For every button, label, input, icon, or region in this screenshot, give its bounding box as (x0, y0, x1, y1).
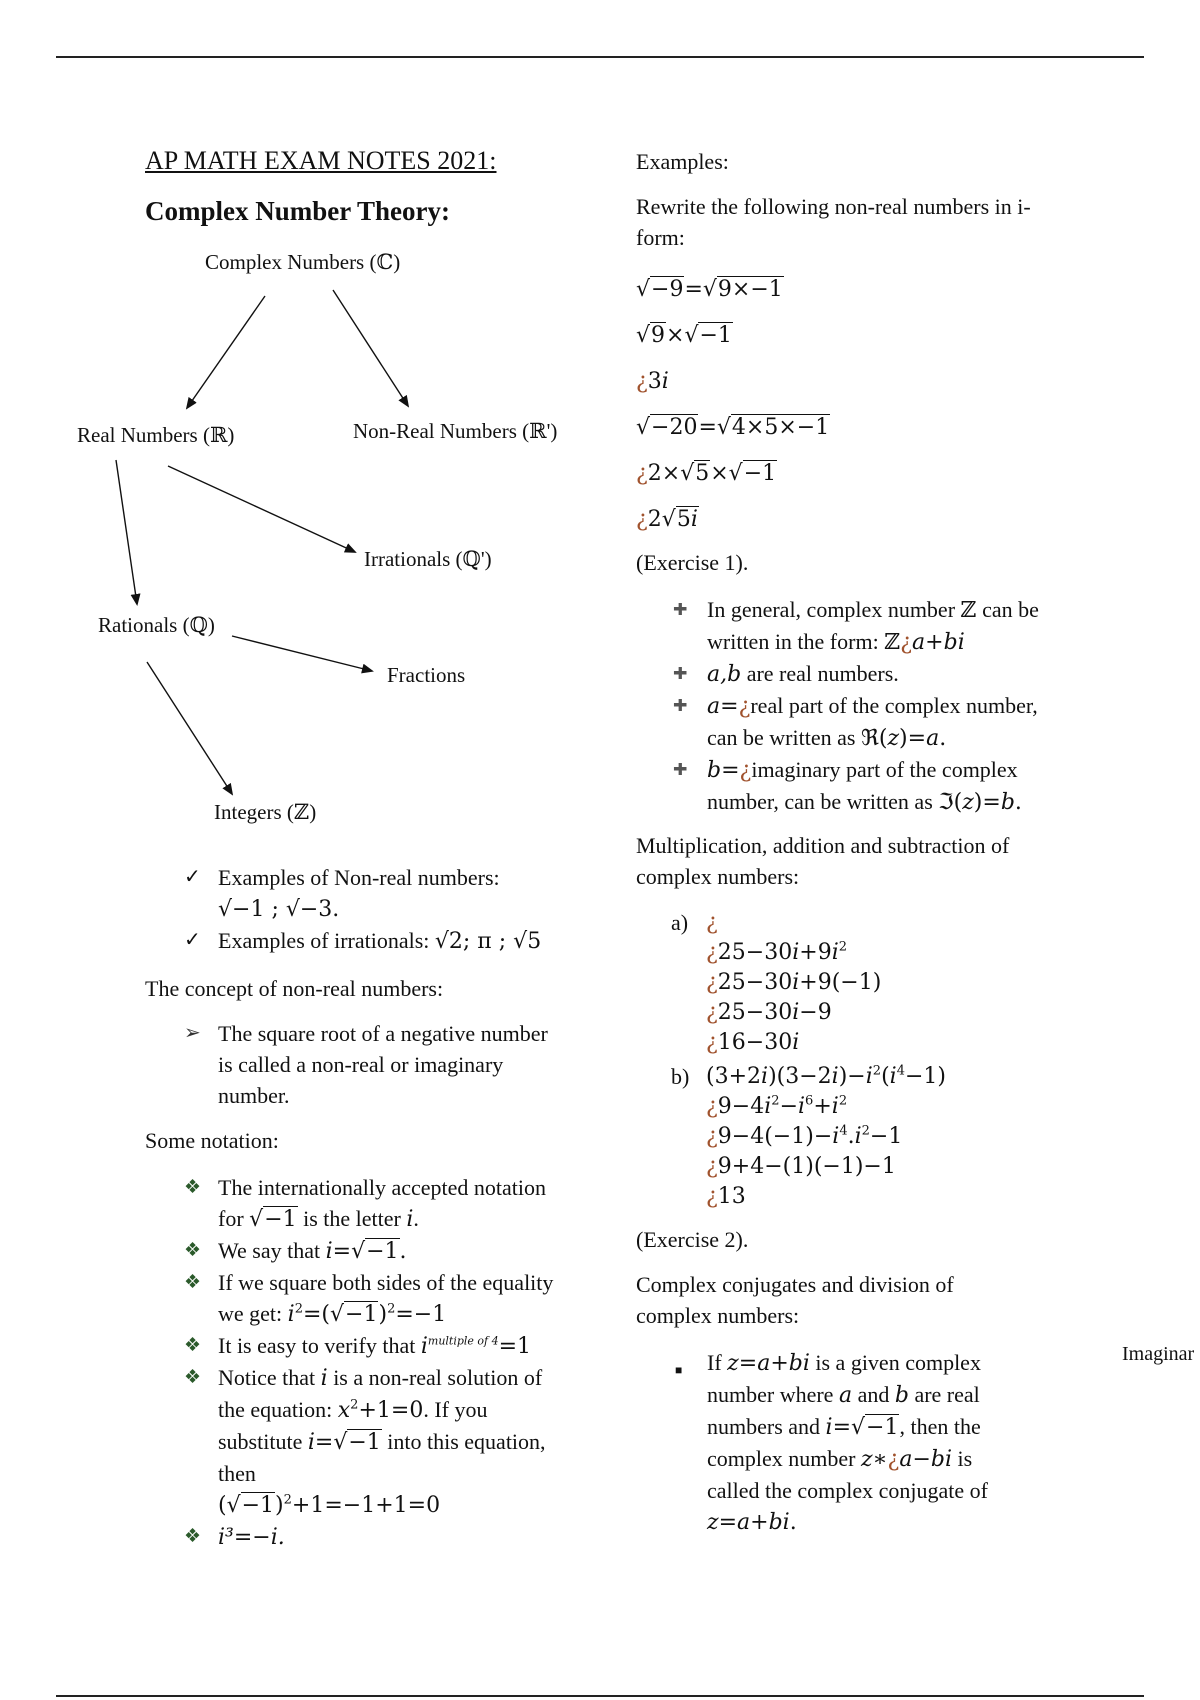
diamond-bullet-icon: ❖ (184, 1272, 202, 1293)
general-item-1: 🞦 In general, complex number ℤ can be written in the form: ℤ¿a+bi (707, 594, 1057, 658)
mult-heading: Multiplication, addition and subtraction of complex numbers: (636, 833, 1010, 889)
general-item-3: 🞦 a=¿real part of the complex number, can be written as ℜ(z)=a. (707, 690, 1057, 754)
label-integers: Integers (ℤ) (214, 800, 317, 824)
exercise-1: (Exercise 1). (636, 550, 749, 575)
concept-list (184, 1018, 548, 1111)
i-form-examples (636, 267, 1066, 543)
notation-item-6: ❖ i³=−i. (218, 1521, 558, 1553)
margin-text: Imaginar (1122, 1343, 1195, 1365)
checkmark-icon: ✓ (184, 866, 201, 888)
plus-bullet-icon: 🞦 (673, 599, 688, 620)
example-line: √9×√−1 (636, 323, 732, 348)
notation-item-4: ❖ It is easy to verify that $i^{multiple of 4}=1$ (218, 1330, 558, 1362)
diamond-bullet-icon: ❖ (184, 1240, 202, 1261)
arrowhead-bullet-icon: ➢ (184, 1022, 201, 1044)
rewrite-heading: Rewrite the following non-real numbers in i-form: (636, 194, 1031, 250)
arrow-rationals-fractions (232, 636, 372, 671)
arrow-rationals-integers (147, 662, 232, 794)
plus-bullet-icon: 🞦 (673, 759, 688, 780)
conj-list (675, 1347, 1017, 1538)
label-complex-numbers: Complex Numbers (ℂ) (205, 250, 401, 274)
general-form-list (673, 594, 1057, 818)
check-item-nonreal: ✓ Examples of Non-real numbers: √−1 ; √−3. (218, 862, 585, 925)
general-item-2: 🞦 a,b are real numbers. (707, 658, 1057, 690)
example-line: ¿2√5i (636, 507, 698, 532)
page-title: AP MATH EXAM NOTES 2021: (145, 146, 497, 175)
conj-heading: Complex conjugates and division of complex numbers: (636, 1272, 954, 1328)
notation-list (184, 1172, 558, 1553)
ops-b: b) $(3+2i)(3-2i)-i^2(i^4-1)$ ¿$9-4i^2-i^6+i^2$ ¿$9-4(-1)-i^4.i^2-1$ ¿9+4−(1)(−1)−1 ¿13 (671, 1063, 946, 1209)
arrow-complex-real (187, 296, 265, 408)
example-line: √−9=√9×−1 (636, 277, 783, 302)
checklist (184, 862, 585, 957)
label-non-real-numbers: Non-Real Numbers (ℝ') (353, 419, 558, 443)
arrow-complex-nonreal (333, 290, 408, 406)
bottom-rule (56, 1695, 1144, 1697)
notation-item-1: ❖ The internationally accepted notation for √−1 is the letter i. (218, 1172, 558, 1235)
label-real-numbers: Real Numbers (ℝ) (77, 423, 235, 447)
plus-bullet-icon: 🞦 (673, 663, 688, 684)
label-fractions: Fractions (387, 663, 466, 687)
notation-item-3: ❖ If we square both sides of the equality we get: $i^2=(√-1)^2=-1$ (218, 1267, 558, 1330)
right-column (636, 146, 1066, 1538)
ops-a: a) ¿ ¿$25-30i+9i^2$ ¿25−30i+9(−1) ¿25−30i−9 ¿16−30i (671, 910, 882, 1055)
label-irrationals: Irrationals (ℚ') (364, 547, 492, 571)
concept-heading: The concept of non-real numbers: (145, 976, 444, 1001)
label-rationals: Rationals (ℚ) (98, 613, 215, 637)
example-line: √−20=√4×5×−1 (636, 415, 830, 440)
section-title: Complex Number Theory: (145, 196, 450, 226)
diamond-bullet-icon: ❖ (184, 1367, 202, 1388)
checkmark-icon: ✓ (184, 929, 201, 951)
general-item-4: 🞦 b=¿imaginary part of the complex number, can be written as ℑ(z)=b. (707, 754, 1057, 818)
left-column (145, 862, 585, 1553)
example-line: ¿3i (636, 369, 669, 394)
conj-item: ■ If z=a+bi is a given complex number where a and b are real numbers and i=√−1, then the complex number z∗¿a−bi is called the complex conjugate of z=a+bi. (675, 1350, 988, 1535)
concept-item: ➢ The square root of a negative number is called a non-real or imaginary number. (218, 1018, 548, 1111)
notation-item-2: ❖ We say that i=√−1. (218, 1235, 558, 1267)
exercise-2: (Exercise 2). (636, 1227, 749, 1252)
notation-heading: Some notation: (145, 1128, 279, 1153)
check-item-irrationals: ✓ Examples of irrationals: √2; π ; √5 (218, 925, 585, 957)
square-bullet-icon: ■ (675, 1363, 683, 1377)
notation-item-5: ❖ Notice that i is a non-real solution of the equation: $x^2+1=0$. If you substitute i=√−1 into this equation, then $(√-1)^2+1=-1+1=0$ (218, 1362, 558, 1521)
diamond-bullet-icon: ❖ (184, 1335, 202, 1356)
diamond-bullet-icon: ❖ (184, 1526, 202, 1547)
diamond-bullet-icon: ❖ (184, 1177, 202, 1198)
examples-heading: Examples: (636, 149, 729, 174)
arrow-real-rationals (116, 460, 137, 604)
operations-list (671, 908, 1066, 1212)
plus-bullet-icon: 🞦 (673, 695, 688, 716)
arrow-real-irrationals (168, 466, 355, 552)
example-line: ¿2×√5×√−1 (636, 461, 777, 486)
